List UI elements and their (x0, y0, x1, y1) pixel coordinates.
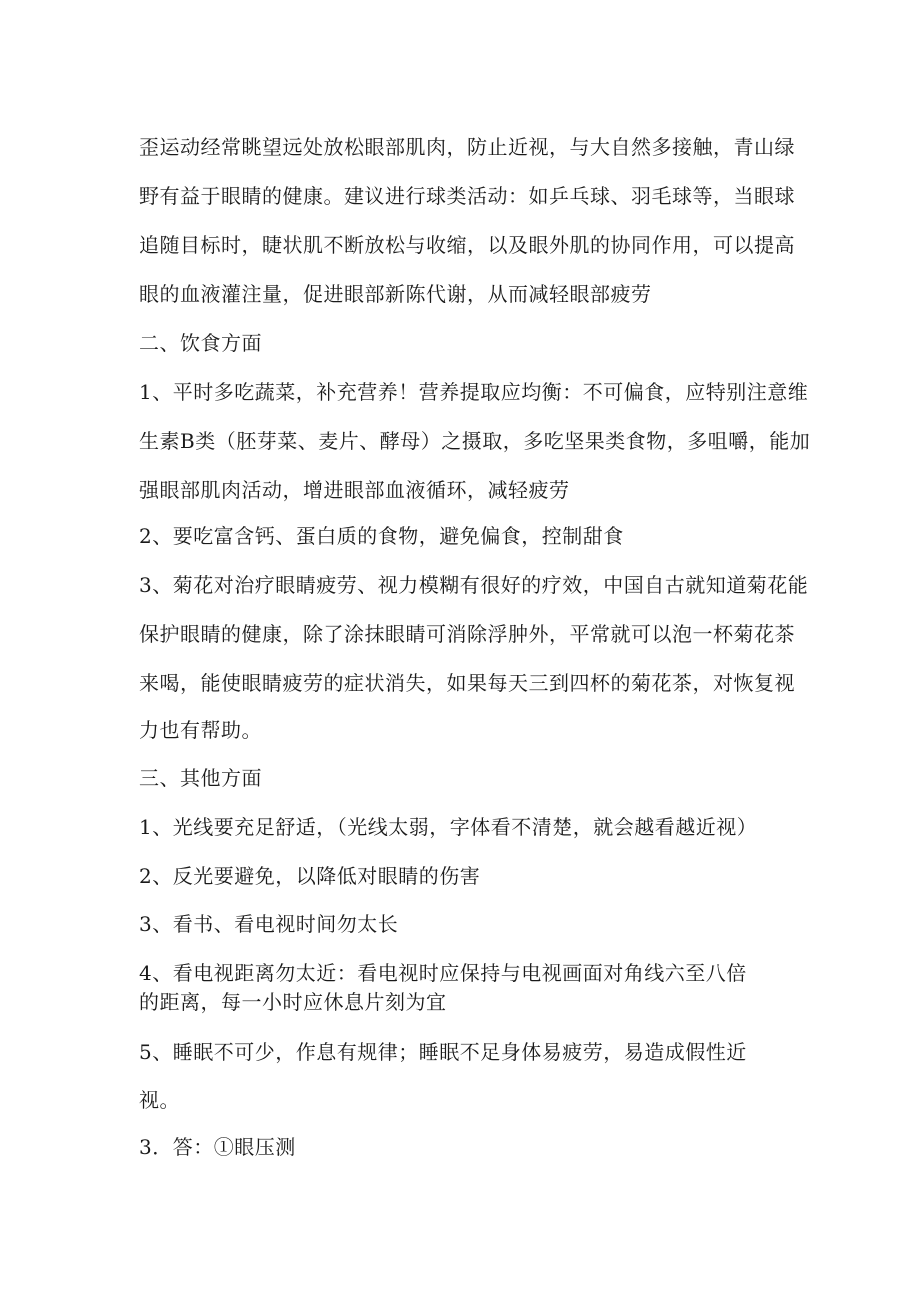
list-item-line: 3、看书、看电视时间勿太长 (139, 912, 399, 936)
paragraph-line: 追随目标时，睫状肌不断放松与收缩，以及眼外肌的协同作用，可以提高 (139, 233, 795, 257)
paragraph-line: 眼的血液灌注量，促进眼部新陈代谢，从而减轻眼部疲劳 (139, 282, 652, 306)
list-item-line: 2、要吃富含钙、蛋白质的食物，避免偏食，控制甜食 (139, 524, 624, 548)
list-item-line: 生素B类（胚芽菜、麦片、酵母）之摄取，多吃坚果类食物，多咀嚼，能加 (139, 429, 811, 453)
list-item-line: 的距离，每一小时应休息片刻为宜 (139, 990, 447, 1014)
section-heading: 二、饮食方面 (139, 331, 262, 355)
list-item-line: 5、睡眠不可少，作息有规律；睡眠不足身体易疲劳，易造成假性近 (139, 1040, 747, 1064)
list-item-line: 2、反光要避免，以降低对眼睛的伤害 (139, 864, 481, 888)
list-item-line: 4、看电视距离勿太近：看电视时应保持与电视画面对角线六至八倍 (139, 961, 747, 985)
list-item-line: 力也有帮助。 (139, 718, 262, 742)
paragraph-line: 歪运动经常眺望远处放松眼部肌肉，防止近视，与大自然多接触，青山绿 (139, 135, 795, 159)
list-item-line: 保护眼睛的健康，除了涂抹眼睛可消除浮肿外，平常就可以泡一杯菊花茶 (139, 622, 795, 646)
list-item-line: 来喝，能使眼睛疲劳的症状消失，如果每天三到四杯的菊花茶，对恢复视 (139, 671, 795, 695)
section-heading: 三、其他方面 (139, 766, 262, 790)
list-item-line: 3、菊花对治疗眼睛疲劳、视力模糊有很好的疗效，中国自古就知道菊花能 (139, 573, 809, 597)
answer-line: 3．答：①眼压测 (139, 1135, 296, 1159)
list-item-line: 1、平时多吃蔬菜，补充营养！营养提取应均衡：不可偏食，应特别注意维 (139, 380, 809, 404)
paragraph-line: 野有益于眼睛的健康。建议进行球类活动：如乒乓球、羽毛球等，当眼球 (139, 184, 795, 208)
list-item-line: 视。 (139, 1088, 180, 1112)
list-item-line: 强眼部肌肉活动，增进眼部血液循环，减轻疲劳 (139, 478, 570, 502)
list-item-line: 1、光线要充足舒适，（光线太弱，字体看不清楚，就会越看越近视） (139, 815, 758, 839)
